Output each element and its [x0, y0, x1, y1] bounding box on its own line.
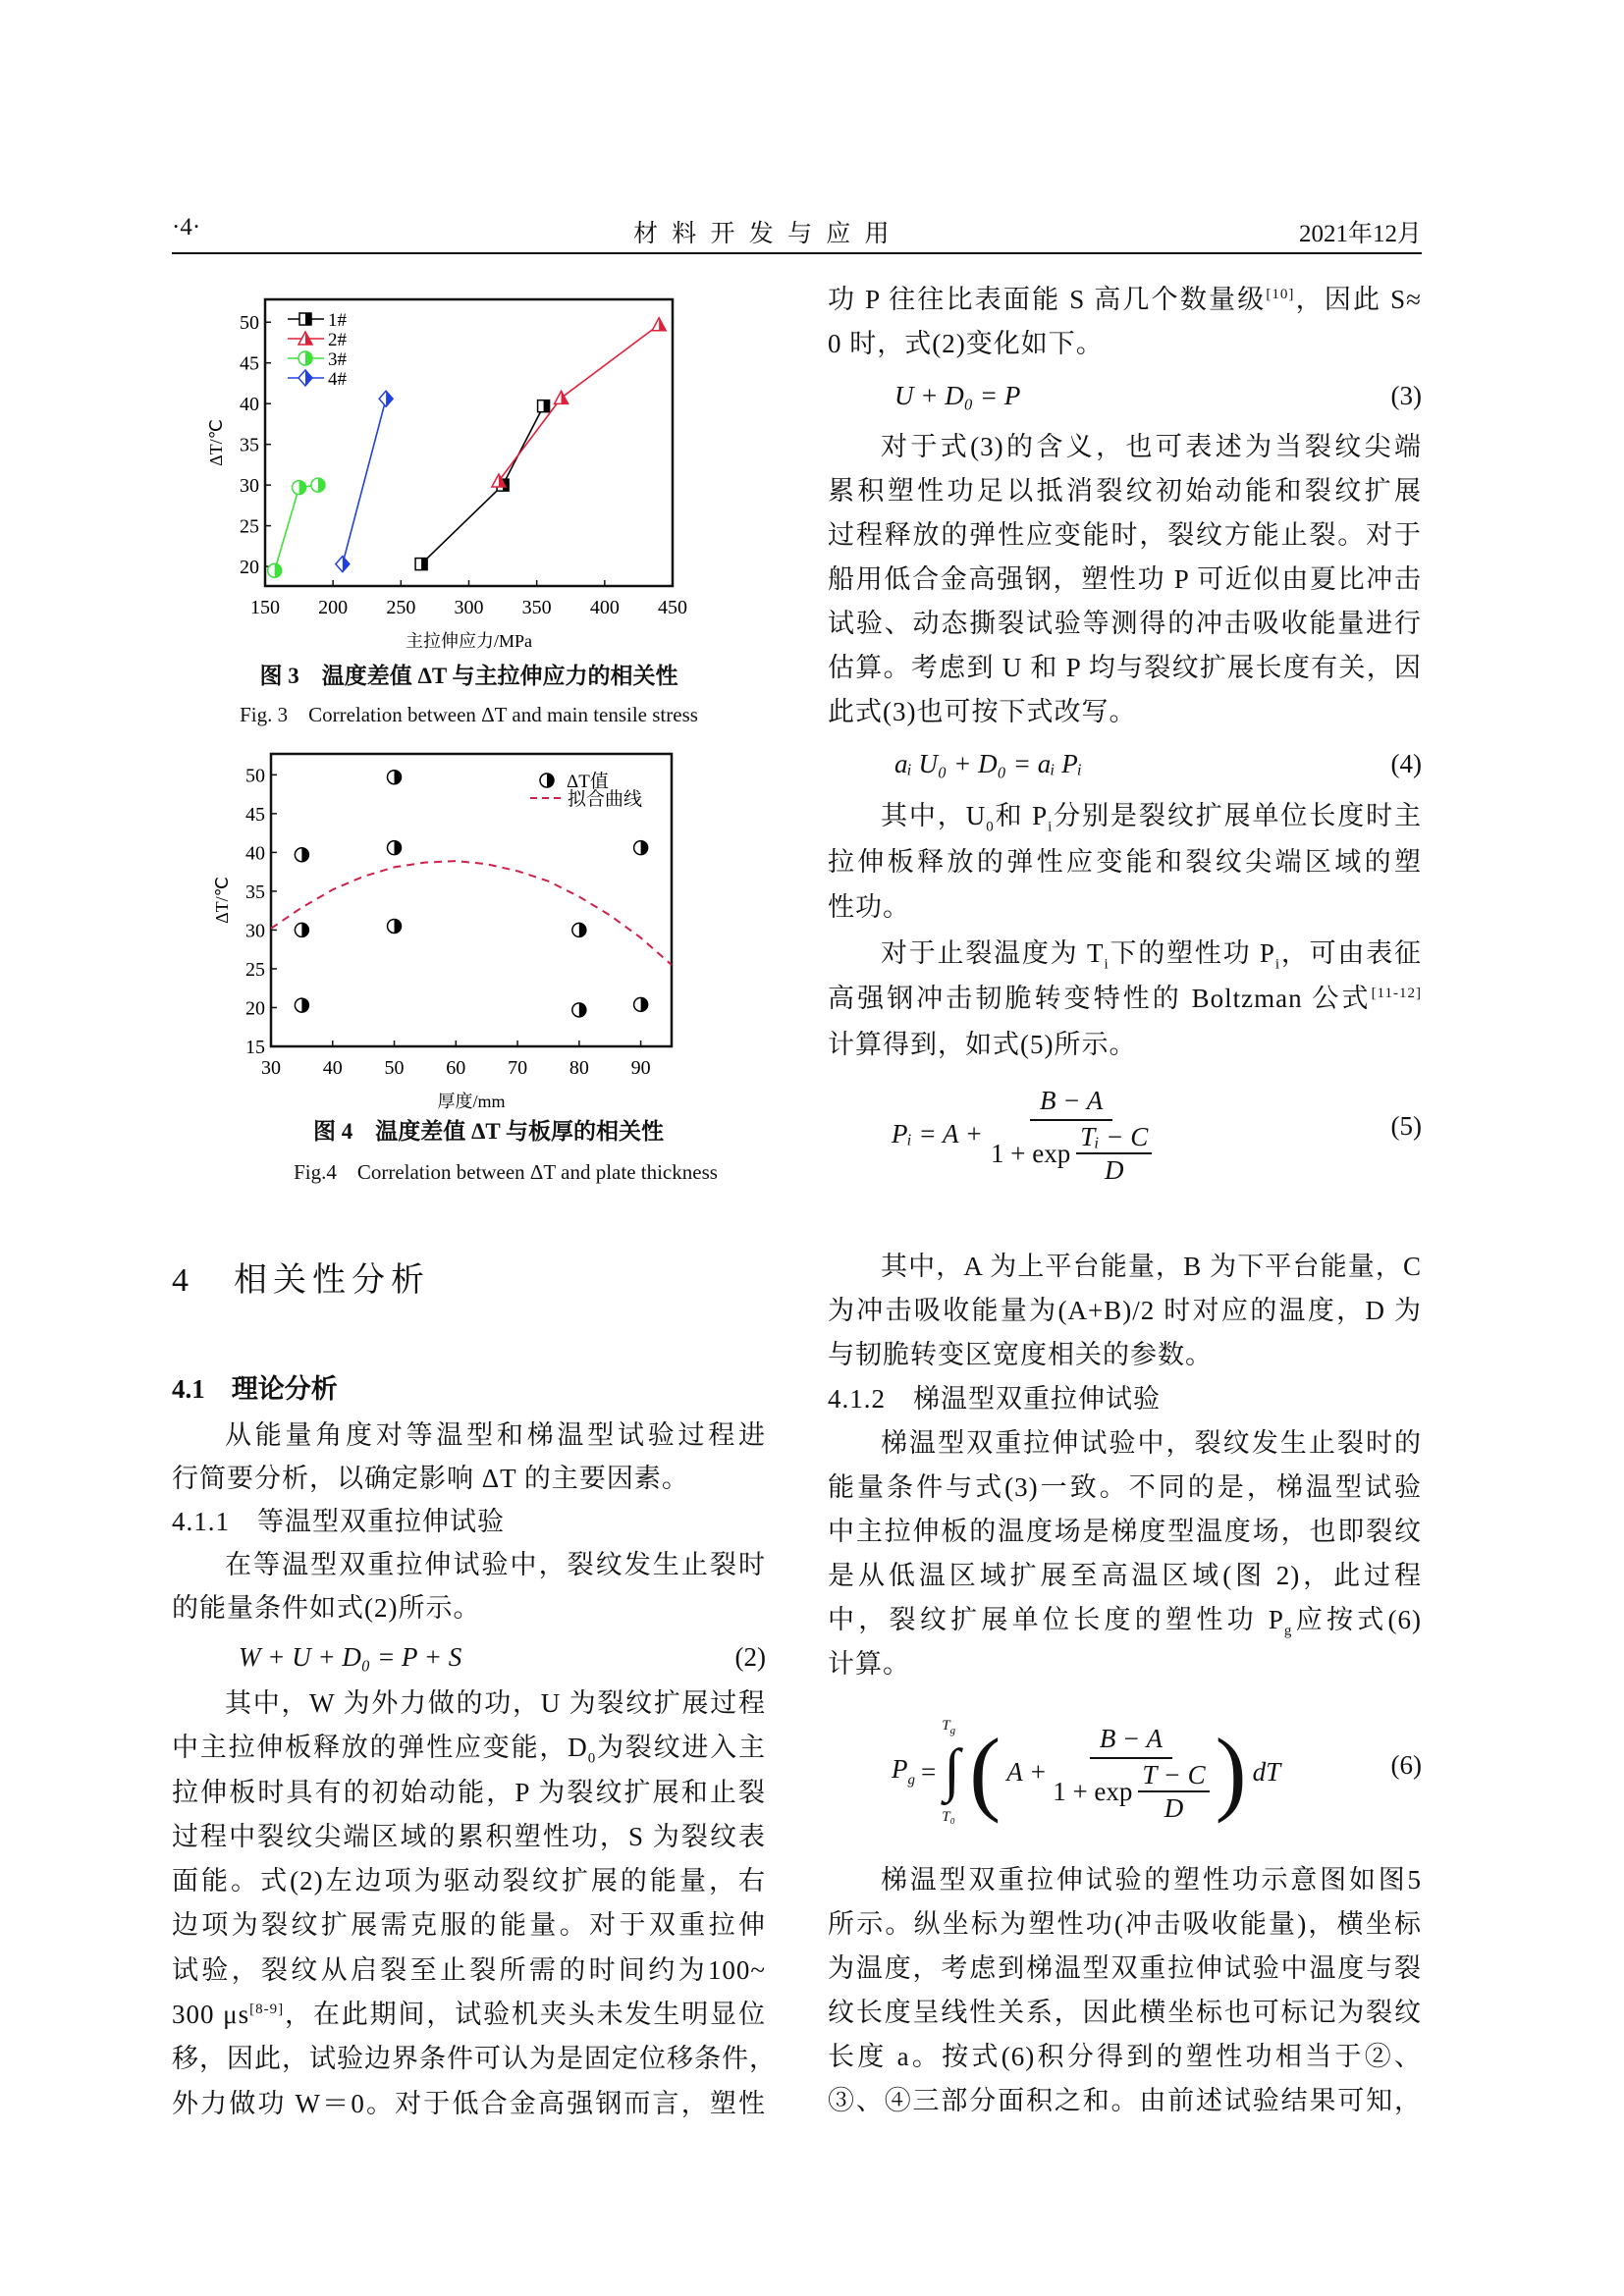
text-line	[172, 2037, 777, 2081]
text-line	[828, 931, 1422, 977]
text-line	[172, 1586, 766, 1629]
legend-label: 4#	[328, 369, 347, 390]
text-run: 0 时，式(2)变化如下。	[828, 329, 1104, 358]
text-run: 为温度，考虑到梯温型双重拉伸试验中温度与裂	[828, 1953, 1422, 1983]
x-tick-label: 40	[322, 1057, 343, 1079]
equation-number: (5)	[1390, 1111, 1422, 1141]
equation-number: (4)	[1390, 749, 1422, 778]
text-run: 其中，U	[881, 801, 987, 830]
text-run: 船用低合金高强钢，塑性功 P 可近似由夏比冲击	[828, 564, 1422, 594]
inner-fraction	[1076, 1121, 1152, 1186]
inner-denominator: D	[1104, 1155, 1124, 1185]
text-run: 对于止裂温度为 T	[881, 937, 1105, 968]
inner-fraction	[1138, 1759, 1209, 1824]
equation-number: (6)	[1390, 1750, 1422, 1780]
subscript: i	[1048, 819, 1054, 835]
text-run: 试验、动态撕裂试验等测得的冲击吸收能量进行	[828, 609, 1422, 638]
text-run: 的能量条件如式(2)所示。	[172, 1593, 481, 1623]
issue-date: 2021年12月	[1298, 221, 1422, 247]
text-line	[828, 690, 1422, 734]
denominator-prefix: 1 + exp	[990, 1139, 1071, 1168]
fraction	[991, 1082, 1152, 1186]
differential: dT	[1252, 1756, 1281, 1787]
citation-superscript: [11-12]	[1371, 986, 1422, 1001]
text-line	[828, 1554, 1422, 1598]
x-tick-label: 300	[454, 597, 484, 618]
triangle-marker-fill	[659, 318, 666, 331]
text-run: 分别是裂纹扩展单位长度时主	[1053, 801, 1423, 830]
legend-item	[288, 330, 348, 350]
citation-superscript: [8-9]	[249, 2002, 285, 2018]
text-run: 试验，裂纹从启裂至止裂所需的时间约为100~	[172, 1954, 766, 1985]
diamond-marker-fill	[386, 391, 393, 406]
y-tick-label: 15	[245, 1037, 265, 1058]
legend-item	[288, 369, 348, 390]
x-tick-label: 250	[386, 597, 416, 618]
y-tick-label: 25	[240, 515, 259, 538]
text-line	[172, 1457, 766, 1500]
text-line	[828, 976, 1422, 1022]
text-run: ，在此期间，试验机夹头未发生明显位	[284, 2000, 766, 2030]
text-line	[828, 1510, 1422, 1554]
text-run: ③、④三部分面积之和。由前述试验结果可知，	[828, 2086, 1422, 2115]
square-marker-fill	[305, 313, 311, 325]
integral	[942, 1718, 963, 1826]
subsection-heading-4-1: 4.1 理论分析	[172, 1374, 338, 1404]
text-line	[828, 1858, 1422, 1902]
open-paren: (	[969, 1719, 1001, 1824]
inner-numerator: Tᵢ − C	[1076, 1121, 1152, 1154]
x-tick-label: 400	[589, 597, 620, 618]
text-line	[828, 1598, 1422, 1642]
denominator-prefix: 1 + exp	[1053, 1777, 1133, 1806]
text-line	[828, 1947, 1422, 1991]
y-axis-label: ΔT/℃	[212, 877, 232, 924]
equation-body: aᵢ U₀ + D₀ = aᵢ Pᵢ	[894, 749, 1083, 778]
text-run: 过程中裂纹尖端区域的累积塑性功，S 为裂纹表	[172, 1821, 766, 1851]
text-run: 边项为裂纹扩展需克服的能量。对于双重拉伸	[172, 1910, 766, 1941]
text-line	[828, 513, 1422, 558]
subscript: 0	[986, 819, 995, 835]
equation-3	[828, 373, 1422, 418]
text-line	[828, 1333, 1422, 1377]
equation-2	[172, 1634, 766, 1680]
legend-label: 拟合曲线	[568, 789, 643, 810]
x-tick-label: 30	[261, 1057, 281, 1079]
text-run: 性功。	[828, 892, 910, 922]
inner-numerator: T − C	[1138, 1759, 1209, 1792]
subscript: i	[1104, 955, 1110, 972]
text-block	[828, 425, 1422, 734]
text-line	[828, 558, 1422, 602]
text-line	[828, 1902, 1422, 1947]
equation-4	[828, 741, 1422, 786]
y-tick-label: 20	[245, 997, 265, 1020]
integral-upper	[942, 1718, 955, 1736]
x-tick-label: 50	[384, 1057, 405, 1079]
text-line	[172, 1771, 766, 1815]
text-run: 与韧脆转变区宽度相关的参数。	[828, 1340, 1213, 1369]
figure-4-caption-en: Fig.4 Correlation between ΔT and plate thickness	[294, 1160, 718, 1184]
text-run: ，因此 S≈	[1294, 285, 1423, 314]
subscript: i	[1274, 955, 1281, 972]
legend-label: 3#	[328, 349, 347, 370]
text-run: 长度 a。按式(6)积分得到的塑性功相当于②、	[828, 2042, 1422, 2071]
x-tick-label: 60	[446, 1057, 466, 1079]
y-tick-label: 45	[245, 803, 265, 826]
text-run: 下的塑性功 P	[1109, 937, 1275, 968]
subsection-heading: 4.1.1 等温型双重拉伸试验	[172, 1507, 505, 1536]
text-run: 拉伸板释放的弹性应变能和裂纹尖端区域的塑	[828, 846, 1422, 877]
text-run: 和 P	[994, 801, 1049, 830]
figure-3-chart	[196, 285, 746, 658]
y-tick-label: 45	[240, 352, 259, 375]
y-axis-label: ΔT/℃	[206, 419, 226, 466]
text-block	[172, 1414, 766, 1629]
y-tick-label: 35	[245, 881, 265, 903]
denominator	[1053, 1759, 1209, 1824]
subscript: g	[1283, 1623, 1293, 1639]
text-run: 中主拉伸板释放的弹性应变能，D	[172, 1733, 588, 1763]
text-line	[828, 425, 1422, 469]
subscript: 0	[587, 1750, 597, 1767]
text-line	[828, 1022, 1422, 1068]
text-run: 在等温型双重拉伸试验中，裂纹发生止裂时	[225, 1550, 766, 1579]
equation-6	[828, 1713, 1422, 1831]
legend-item	[288, 349, 348, 370]
text-run: 梯温型双重拉伸试验的塑性功示意图如图5	[881, 1865, 1422, 1895]
legend-label: ΔT值	[567, 772, 609, 792]
y-tick-label: 25	[245, 958, 265, 981]
section-heading: 4 相关性分析	[172, 1262, 430, 1299]
text-run: 中主拉伸板的温度场是梯度型温度场，也即裂纹	[828, 1517, 1422, 1546]
diamond-marker-fill	[305, 370, 312, 386]
text-line	[828, 1642, 1422, 1686]
y-tick-label: 30	[245, 920, 265, 942]
y-tick-label: 50	[240, 312, 259, 335]
journal-title: 材 料 开 发 与 应 用	[633, 221, 893, 247]
x-tick-label: 80	[568, 1057, 589, 1079]
x-tick-label: 200	[318, 597, 349, 618]
text-run: 拉伸板时具有的初始动能，P 为裂纹扩展和止裂	[172, 1777, 766, 1807]
x-tick-label: 350	[521, 597, 552, 618]
text-run: ，可由表征	[1280, 937, 1422, 968]
text-line	[828, 469, 1422, 513]
series-4#	[336, 391, 393, 571]
series-1#	[415, 400, 550, 570]
inner-denominator: D	[1164, 1793, 1184, 1823]
text-block	[828, 1245, 1422, 1686]
upper-symbol: T	[942, 1718, 950, 1734]
lhs-subscript: g	[907, 1772, 915, 1789]
text-run: 是从低温区域扩展至高温区域(图 2)，此过程	[828, 1561, 1422, 1590]
text-run: 此式(3)也可按下式改写。	[828, 697, 1137, 726]
text-line	[828, 1245, 1422, 1289]
series-line	[499, 325, 659, 481]
equation-lhs: Pᵢ = A +	[892, 1118, 983, 1148]
text-run: 中，裂纹扩展单位长度的塑性功 P	[828, 1605, 1284, 1634]
text-line	[828, 839, 1422, 885]
page-number: ·4·	[172, 214, 201, 240]
series-line	[275, 485, 318, 570]
text-block	[828, 278, 1422, 366]
x-axis-label: 厚度/mm	[437, 1092, 506, 1111]
text-line	[172, 1682, 766, 1726]
text-run: 对于式(3)的含义，也可表述为当裂纹尖端	[881, 432, 1422, 461]
text-line	[172, 1993, 766, 2037]
text-run: 行简要分析，以确定影响 ΔT 的主要因素。	[172, 1464, 689, 1493]
text-line	[172, 1543, 766, 1586]
plot-frame	[265, 299, 673, 586]
y-tick-label: 35	[240, 434, 259, 456]
square-marker-fill	[421, 559, 427, 570]
text-run: 应按式(6)	[1292, 1605, 1423, 1634]
x-tick-label: 90	[630, 1057, 651, 1079]
text-line	[828, 793, 1422, 839]
text-run: 计算。	[828, 1649, 910, 1679]
text-run: 计算得到，如式(5)所示。	[828, 1029, 1137, 1059]
series-3#	[268, 478, 325, 577]
y-tick-label: 50	[245, 765, 265, 787]
series-line	[343, 399, 386, 563]
text-line	[172, 1949, 766, 1993]
fit-curve	[271, 861, 672, 965]
text-line	[828, 322, 1422, 366]
equation-body: U + D₀ = P	[894, 381, 1021, 410]
figure-4-caption-cn: 图 4 温度差值 ΔT 与板厚的相关性	[312, 1119, 665, 1144]
text-line	[828, 2079, 1422, 2123]
legend-item	[530, 788, 642, 810]
equation-number: (3)	[1390, 381, 1422, 410]
text-run: 面能。式(2)左边项为驱动裂纹扩展的能量，右	[172, 1866, 766, 1896]
text-line	[172, 1414, 766, 1457]
numerator: B − A	[1030, 1082, 1112, 1121]
text-run: 为裂纹进入主	[596, 1733, 767, 1763]
text-run: 其中，W 为外力做的功，U 为裂纹扩展过程	[225, 1688, 766, 1718]
text-line	[828, 2035, 1422, 2079]
text-line	[828, 1421, 1422, 1466]
equation-body: W + U + D₀ = P + S	[239, 1642, 462, 1672]
series-line	[421, 406, 544, 564]
text-line	[828, 1289, 1422, 1333]
text-run: 估算。考虑到 U 和 P 均与裂纹扩展长度有关，因	[828, 653, 1422, 682]
figure-3-caption-en: Fig. 3 Correlation between ΔT and main tensile stress	[240, 703, 698, 726]
legend-label: 1#	[328, 310, 347, 331]
x-axis-label: 主拉伸应力/MPa	[405, 631, 533, 651]
figure-4-chart	[196, 746, 746, 1119]
lhs-symbol: P	[892, 1754, 908, 1785]
denominator	[991, 1121, 1152, 1186]
figure-3-caption-cn: 图 3 温度差值 ΔT 与主拉伸应力的相关性	[259, 664, 678, 688]
text-run: 外力做功 W＝0。对于低合金高强钢而言，塑性	[172, 2088, 766, 2118]
y-tick-label: 40	[240, 394, 259, 416]
upper-subscript: g	[949, 1725, 956, 1736]
legend-item	[288, 310, 348, 331]
text-line	[172, 2082, 766, 2126]
diamond-marker-fill	[343, 557, 350, 572]
citation-superscript: [10]	[1266, 287, 1295, 302]
text-run: 功 P 往往比表面能 S 高几个数量级	[828, 285, 1267, 314]
x-tick-label: 70	[508, 1057, 528, 1079]
series-2#	[492, 318, 666, 487]
text-block	[828, 793, 1422, 1067]
y-tick-label: 40	[245, 842, 265, 865]
text-block	[828, 1858, 1422, 2123]
integral-sign: ∫	[944, 1737, 960, 1802]
fraction	[1053, 1720, 1209, 1824]
text-run: 所示。纵坐标为塑性功(冲击吸收能量)，横坐标	[828, 1909, 1422, 1939]
text-block	[172, 1682, 777, 2126]
subsection-heading: 4.1.2 梯温型双重拉伸试验	[828, 1384, 1161, 1414]
equation-lhs	[892, 1754, 915, 1789]
numerator: B − A	[1090, 1720, 1172, 1759]
text-run: 能量条件与式(3)一致。不同的是，梯温型试验	[828, 1472, 1422, 1502]
text-line	[828, 1991, 1422, 2035]
text-line	[172, 1903, 766, 1948]
text-run: 过程释放的弹性应变能时，裂纹方能止裂。对于	[828, 520, 1422, 550]
text-run: 梯温型双重拉伸试验中，裂纹发生止裂时的	[881, 1428, 1422, 1458]
equals-sign: =	[921, 1756, 937, 1787]
text-line	[828, 278, 1422, 322]
text-run: 其中，A 为上平台能量，B 为下平台能量，C	[881, 1252, 1422, 1281]
text-line	[172, 1859, 766, 1903]
square-marker-fill	[544, 400, 550, 412]
x-tick-label: 450	[658, 597, 687, 618]
text-run: 移，因此，试验边界条件可认为是固定位移条件，	[172, 2044, 777, 2074]
equation-5	[828, 1080, 1422, 1188]
equation-number: (2)	[734, 1642, 766, 1672]
y-tick-label: 30	[240, 475, 259, 498]
integral-lower: T₀	[942, 1809, 955, 1825]
text-run: 累积塑性功足以抵消裂纹初始动能和裂纹扩展	[828, 476, 1422, 506]
text-run: 高强钢冲击韧脆转变特性的 Boltzman 公式	[828, 984, 1372, 1013]
text-run: 纹长度呈线性关系，因此横坐标也可标记为裂纹	[828, 1998, 1422, 2027]
legend-label: 2#	[328, 330, 347, 350]
text-line	[172, 1815, 766, 1859]
text-line	[828, 602, 1422, 646]
header-rule	[172, 252, 1422, 254]
text-line	[828, 1466, 1422, 1510]
text-line	[828, 884, 1422, 931]
text-run: 为冲击吸收能量为(A+B)/2 时对应的温度，D 为	[828, 1296, 1422, 1325]
text-run: 从能量角度对等温型和梯温型试验过程进	[225, 1420, 766, 1450]
close-paren: )	[1215, 1719, 1247, 1824]
text-line	[172, 1726, 766, 1770]
y-tick-label: 20	[240, 557, 259, 579]
text-run: 300 μs	[172, 2000, 250, 2030]
term-a: A +	[1006, 1756, 1048, 1787]
x-tick-label: 150	[250, 597, 280, 618]
text-line	[828, 646, 1422, 690]
